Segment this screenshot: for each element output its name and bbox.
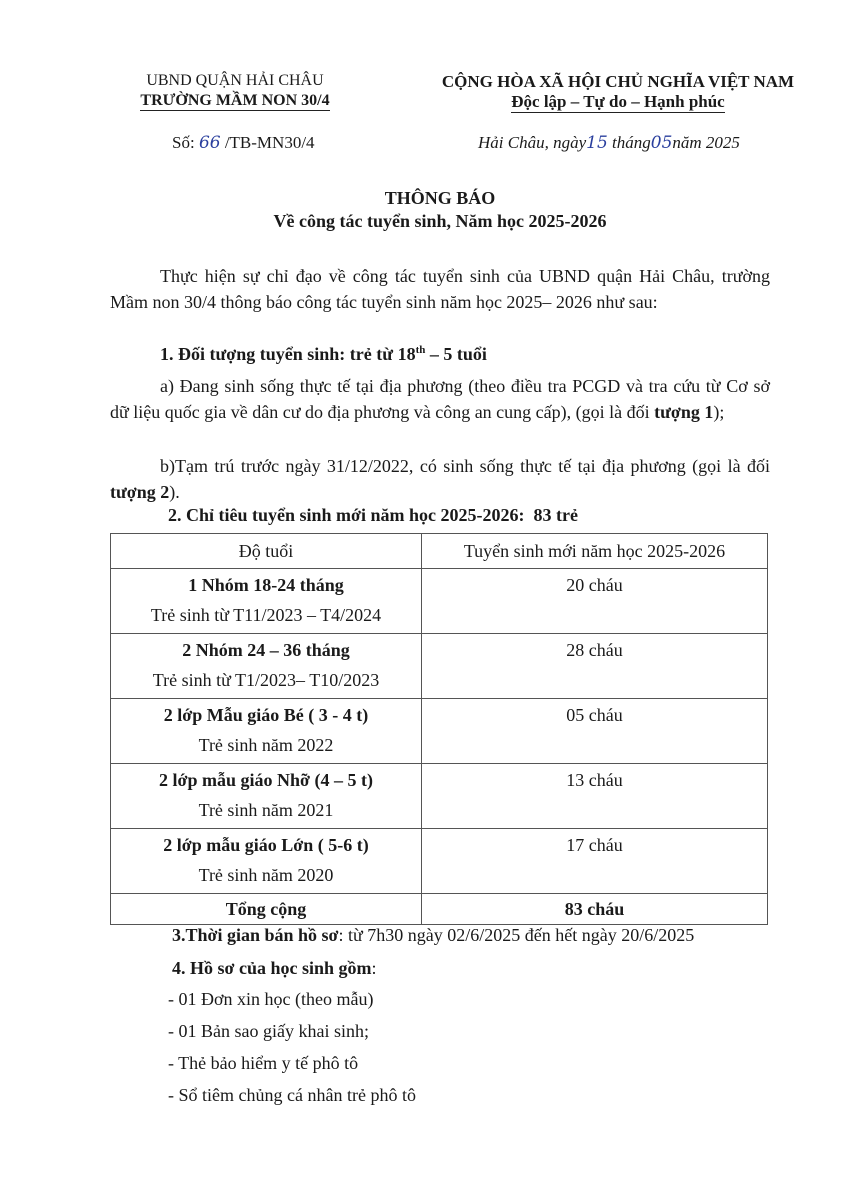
school-name: TRƯỜNG MẦM NON 30/4 [140,92,330,109]
section1-item-b: b)Tạm trú trước ngày 31/12/2022, có sinh sống thực tế tại địa phương (gọi là đối tượng 2). [110,456,770,502]
birth-range: Trẻ sinh năm 2020 [198,865,334,885]
table-row [111,699,768,764]
section3-line [172,925,694,946]
table-row [111,764,768,829]
table-header-row [111,534,768,569]
age-group: 2 lớp mẫu giáo Nhỡ (4 – 5 t) [159,770,373,790]
enrollment-count: 20 cháu [566,575,623,595]
birth-range: Trẻ sinh năm 2022 [198,735,334,755]
section1-item-a: a) Đang sinh sống thực tế tại địa phương (theo điều tra PCGD và tra cứu từ Cơ sở dữ liệu quốc gia về dân cư do địa phương và công an cung cấp), (gọi là đối tượng 1); [110,376,770,422]
table-header-enrollment: Tuyển sinh mới năm học 2025-2026 [463,541,726,561]
age-group: 2 lớp mẫu giáo Lớn ( 5-6 t) [163,835,369,855]
list-item: - 01 Đơn xin học (theo mẫu) [168,989,374,1009]
birth-range: Trẻ sinh từ T1/2023– T10/2023 [152,670,380,690]
age-group: 1 Nhóm 18-24 tháng [188,575,344,595]
list-item: - 01 Bản sao giấy khai sinh; [168,1021,369,1041]
list-item: - Sổ tiêm chủng cá nhân trẻ phô tô [168,1085,416,1105]
table-header-age: Độ tuổi [238,541,294,561]
table-row [111,634,768,699]
total-value: 83 cháu [564,899,625,919]
enrollment-count: 13 cháu [566,770,623,790]
total-label: Tổng cộng [225,899,307,919]
section3-heading: 3.Thời gian bán hồ sơ [172,925,339,945]
birth-range: Trẻ sinh năm 2021 [198,800,334,820]
notice-title: THÔNG BÁO [384,188,496,208]
age-group: 2 Nhóm 24 – 36 tháng [182,640,350,660]
section4-heading: 4. Hồ sơ của học sinh gồm: [172,958,377,978]
list-item: - Thẻ bảo hiểm y tế phô tô [168,1053,359,1073]
enrollment-count: 17 cháu [566,835,623,855]
section3-text: : từ 7h30 ngày 02/6/2025 đến hết ngày 20/6/2025 [338,925,695,945]
document-date: Hải Châu, ngày15 tháng05năm 2025 [478,133,740,153]
section1-heading: 1. Đối tượng tuyển sinh: trẻ từ 18th – 5 tuổi [160,344,487,364]
section2-heading: 2. Chỉ tiêu tuyển sinh mới năm học 2025-2026: 83 trẻ [168,505,578,525]
birth-range: Trẻ sinh từ T11/2023 – T4/2024 [150,605,382,625]
table-row [111,569,768,634]
table-total-row [111,894,768,925]
intro-paragraph: Thực hiện sự chỉ đạo về công tác tuyển sinh của UBND quận Hải Châu, trường Mầm non 30/4 thông báo công tác tuyển sinh năm học 2025– 2026 như sau: [110,266,770,312]
agency-name: UBND QUẬN HẢI CHÂU [146,72,324,89]
national-title: CỘNG HÒA XÃ HỘI CHỦ NGHĨA VIỆT NAM [441,72,795,91]
documents-list [168,988,416,1116]
notice-subtitle: Về công tác tuyển sinh, Năm học 2025-2026 [273,211,607,231]
enrollment-count: 28 cháu [566,640,623,660]
table-row [111,829,768,894]
enrollment-table [110,533,768,925]
document-number: Số: 66 /TB-MN30/4 [172,133,315,153]
age-group: 2 lớp Mẫu giáo Bé ( 3 - 4 t) [163,705,369,725]
enrollment-count: 05 cháu [566,705,623,725]
national-motto: Độc lập – Tự do – Hạnh phúc [511,92,725,111]
